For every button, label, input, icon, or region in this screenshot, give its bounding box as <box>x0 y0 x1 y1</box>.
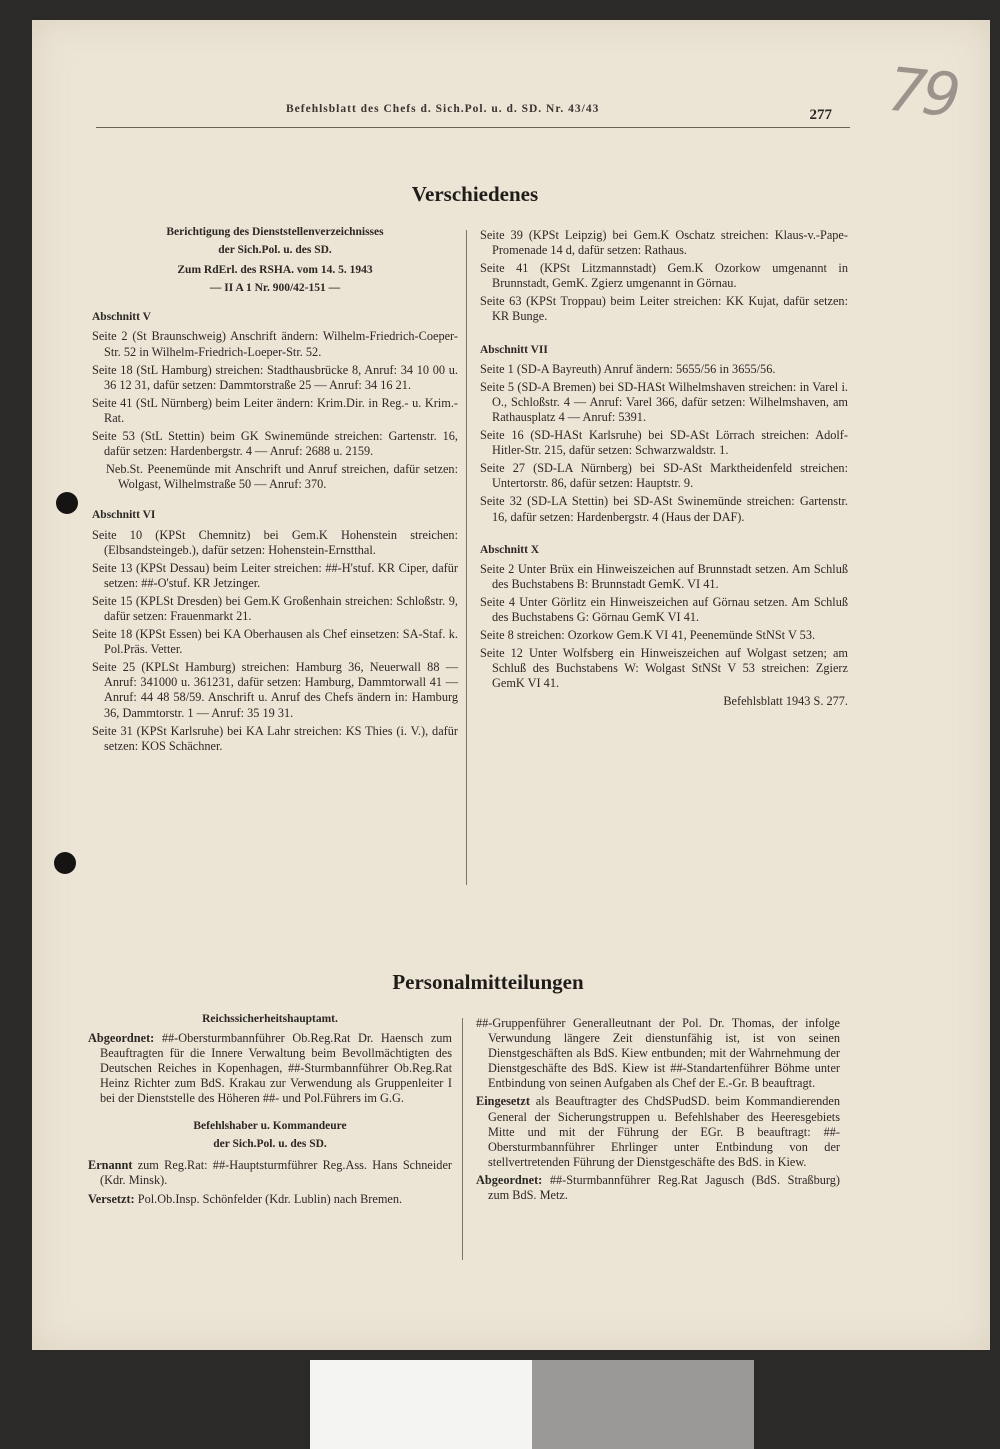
entry-vi-4: Seite 18 (KPSt Essen) bei KA Oberhausen als Chef einsetzen: SA-Staf. k. Pol.Präs. Vetter. <box>92 627 458 657</box>
right-column-personal <box>476 1016 840 1206</box>
abschnitt-x-heading: Abschnitt X <box>480 543 540 556</box>
entry-abgeordnet-2 <box>476 1173 840 1203</box>
ernannt-label: Ernannt <box>88 1157 133 1172</box>
entry-v-1: Seite 2 (St Braunschweig) Anschrift ändern: Wilhelm-Friedrich-Coeper-Str. 52 in Wilhelm-Friedrich-Loeper-Str. 52. <box>92 329 458 359</box>
entry-vii-5: Seite 32 (SD-LA Stettin) bei SD-ASt Swinemünde streichen: Gartenstr. 16, dafür setzen: Hardenbergstr. 4 (Haus der DAF). <box>480 494 848 524</box>
entry-vi-3: Seite 15 (KPLSt Dresden) bei Gem.K Großenhain streichen: Schloßstr. 9, dafür setzen: Frauenmarkt 21. <box>92 593 458 623</box>
entry-x-ref: Befehlsblatt 1943 S. 277. <box>723 694 848 709</box>
abgeordnet-2-label: Abgeordnet: <box>476 1172 543 1187</box>
punch-hole-bottom <box>54 852 76 874</box>
column-divider-bottom <box>462 1018 463 1260</box>
intro-ref-2: — II A 1 Nr. 900/42-151 — <box>209 282 341 295</box>
entry-v-3: Seite 41 (StL Nürnberg) beim Leiter ändern: Krim.Dir. in Reg.- u. Krim.-Rat. <box>92 395 458 425</box>
intro-ref-1: Zum RdErl. des RSHA. vom 14. 5. 1943 <box>177 264 373 277</box>
ernannt-text: zum Reg.Rat: ##-Hauptsturmführer Reg.Ass. Hans Schneider (Kdr. Minsk). <box>100 1157 452 1187</box>
entry-v-2: Seite 18 (StL Hamburg) streichen: Stadthausbrücke 8, Anruf: 34 10 00 u. 36 12 31, dafür setzen: Dammtorstraße 25 — Anruf: 34 16 21. <box>92 362 458 392</box>
entry-vii-1: Seite 1 (SD-A Bayreuth) Anruf ändern: 5655/56 in 3655/56. <box>480 361 776 376</box>
scan-calibration-gray <box>532 1360 754 1449</box>
abgeordnet-2-text: ##-Sturmbannführer Reg.Rat Jagusch (BdS. Straßburg) zum BdS. Metz. <box>488 1172 840 1203</box>
section-heading-personalmitteilungen: Personalmitteilungen <box>392 970 584 994</box>
punch-hole-top <box>56 492 78 514</box>
left-column-verschiedenes <box>92 225 458 757</box>
section-heading-verschiedenes: Verschiedenes <box>411 182 539 206</box>
column-divider-top <box>466 230 467 885</box>
running-header <box>96 103 850 128</box>
entry-x-2: Seite 4 Unter Görlitz ein Hinweiszeichen auf Görnau setzen. Am Schluß des Buchstabens G: Görnau GemK VI 41. <box>480 594 848 624</box>
entry-vi-9: Seite 63 (KPSt Troppau) beim Leiter streichen: KK Kujat, dafür setzen: KR Bunge. <box>480 294 848 324</box>
abschnitt-v-heading: Abschnitt V <box>92 311 151 324</box>
entry-v-5: Neb.St. Peenemünde mit Anschrift und Anruf streichen, dafür setzen: Wolgast, Wilhelmstraße 50 — Anruf: 370. <box>106 462 458 492</box>
entry-vi-6: Seite 31 (KPSt Karlsruhe) bei KA Lahr streichen: KS Thies (i. V.), dafür setzen: KOS Schächner. <box>92 723 458 753</box>
abgeordnet-label: Abgeordnet: <box>88 1031 155 1046</box>
entry-abgeordnet <box>88 1031 452 1106</box>
bdk-heading-1: Befehlshaber u. Kommandeure <box>193 1119 347 1132</box>
scan-calibration-white <box>310 1360 532 1449</box>
left-column-personal <box>88 1012 452 1210</box>
entry-vii-2: Seite 5 (SD-A Bremen) bei SD-HASt Wilhelmshaven streichen: in Varel i. O., Schloßstr. 4 — Anruf: Varel 366, dafür setzen: Wilhelmshaven, am Rathausplatz 4 — Anruf: 5391. <box>480 379 848 424</box>
entry-eingesetzt <box>476 1094 840 1169</box>
versetzt-label: Versetzt: <box>88 1191 135 1206</box>
intro-title-2: der Sich.Pol. u. des SD. <box>218 244 332 257</box>
entry-versetzt <box>88 1192 452 1207</box>
abgeordnet-text: ##-Obersturmbannführer Ob.Reg.Rat Dr. Haensch zum Beauftragten für die Innere Verwaltung beim Bevollmächtigten des Deutschen Reiches in Kopenhagen, ##-Sturmbannführer Ob.Reg.Rat Heinz Richter zum BdS. Krakau zur Verwendung als Gruppenleiter I bei der Dienststelle des Höheren ##- und Pol.Führers im G.G. <box>100 1031 452 1106</box>
eingesetzt-text: als Beauftragter des ChdSPudSD. beim Kommandierenden General der Sicherungstruppen u. Befehlshaber des Heeresgebiets Mitte und mit der Führung der EGr. B beauftragt: ##-Obersturmbannführer Ehrlinger unter Entbindung von der stellvertretenden Führung der Dienstgeschäfte des BdS. in Kiew. <box>488 1094 840 1169</box>
entry-x-3: Seite 8 streichen: Ozorkow Gem.K VI 41, Peenemünde StNSt V 53. <box>480 628 816 643</box>
rsha-heading: Reichssicherheitshauptamt. <box>202 1013 338 1025</box>
entry-vi-2: Seite 13 (KPSt Dessau) beim Leiter streichen: ##-H'stuf. KR Ciper, dafür setzen: ##-O'stuf. KR Jetzinger. <box>92 560 458 590</box>
entry-vi-1: Seite 10 (KPSt Chemnitz) bei Gem.K Hohenstein streichen: (Elbsandsteingeb.), dafür setzen: Hohenstein-Ernstthal. <box>92 527 458 557</box>
intro-title-1: Berichtigung des Dienststellenverzeichnisses <box>166 226 384 238</box>
entry-x-4: Seite 12 Unter Wolfsberg ein Hinweiszeichen auf Wolgast setzen; am Schluß des Buchstabens W: Wolgast StNSt V 53 streichen: Zgierz GemK VI 41. <box>480 646 848 691</box>
entry-vii-3: Seite 16 (SD-HASt Karlsruhe) bei SD-ASt Lörrach streichen: Adolf-Hitler-Str. 215, dafür setzen: Schwarzwaldstr. 1. <box>480 428 848 458</box>
entry-vii-4: Seite 27 (SD-LA Nürnberg) bei SD-ASt Marktheidenfeld streichen: Untertorstr. 86, dafür setzen: Hauptstr. 9. <box>480 461 848 491</box>
entry-vi-5: Seite 25 (KPLSt Hamburg) streichen: Hamburg 36, Neuerwall 88 — Anruf: 341000 u. 361231, dafür setzen: Hamburg, Dammtorwall 41 — Anruf: 44 48 58/59. Anschrift u. Anruf des Chefs ändern in: Hamburg 36, Dammtorstr. 1 — Anruf: 35 19 31. <box>92 660 458 720</box>
running-title: Befehlsblatt des Chefs d. Sich.Pol. u. d. SD. Nr. 43/43 <box>286 103 600 115</box>
abschnitt-vii-heading: Abschnitt VII <box>480 343 548 356</box>
margin-annotation: 79 <box>884 54 960 132</box>
eingesetzt-label: Eingesetzt <box>476 1094 530 1109</box>
right-column-verschiedenes <box>480 228 848 713</box>
abschnitt-vi-heading: Abschnitt VI <box>92 509 156 522</box>
entry-vi-7: Seite 39 (KPSt Leipzig) bei Gem.K Oschatz streichen: Klaus-v.-Pape-Promenade 14 d, dafür setzen: Rathaus. <box>480 228 848 258</box>
entry-v-4: Seite 53 (StL Stettin) beim GK Swinemünde streichen: Gartenstr. 16, dafür setzen: Hardenbergstr. 4 — Anruf: 2688 u. 2159. <box>92 429 458 459</box>
bdk-heading-2: der Sich.Pol. u. des SD. <box>213 1137 327 1150</box>
entry-thomas: ##-Gruppenführer Generalleutnant der Pol. Dr. Thomas, der infolge Verwundung längere Zeit dienstunfähig ist, ist von seinen Dienstgeschäften als BdS. Kiew entbunden; mit der Wahrnehmung der Dienstgeschäfte des BdS. Kiew ist ##-Standartenführer Böhme unter Entbindung von seinen Aufgaben als Chef der E.-Gr. B beauftragt. <box>476 1016 840 1091</box>
page-number: 277 <box>809 107 832 123</box>
entry-ernannt <box>88 1158 452 1188</box>
entry-vi-8: Seite 41 (KPSt Litzmannstadt) Gem.K Ozorkow umgenannt in Brunnstadt, GemK. Zgierz umgenannt in Görnau. <box>480 261 848 291</box>
versetzt-text: Pol.Ob.Insp. Schönfelder (Kdr. Lublin) nach Bremen. <box>137 1191 403 1206</box>
entry-x-1: Seite 2 Unter Brüx ein Hinweiszeichen auf Brunnstadt setzen. Am Schluß des Buchstabens B: Brunnstadt GemK. VI 41. <box>480 561 848 591</box>
